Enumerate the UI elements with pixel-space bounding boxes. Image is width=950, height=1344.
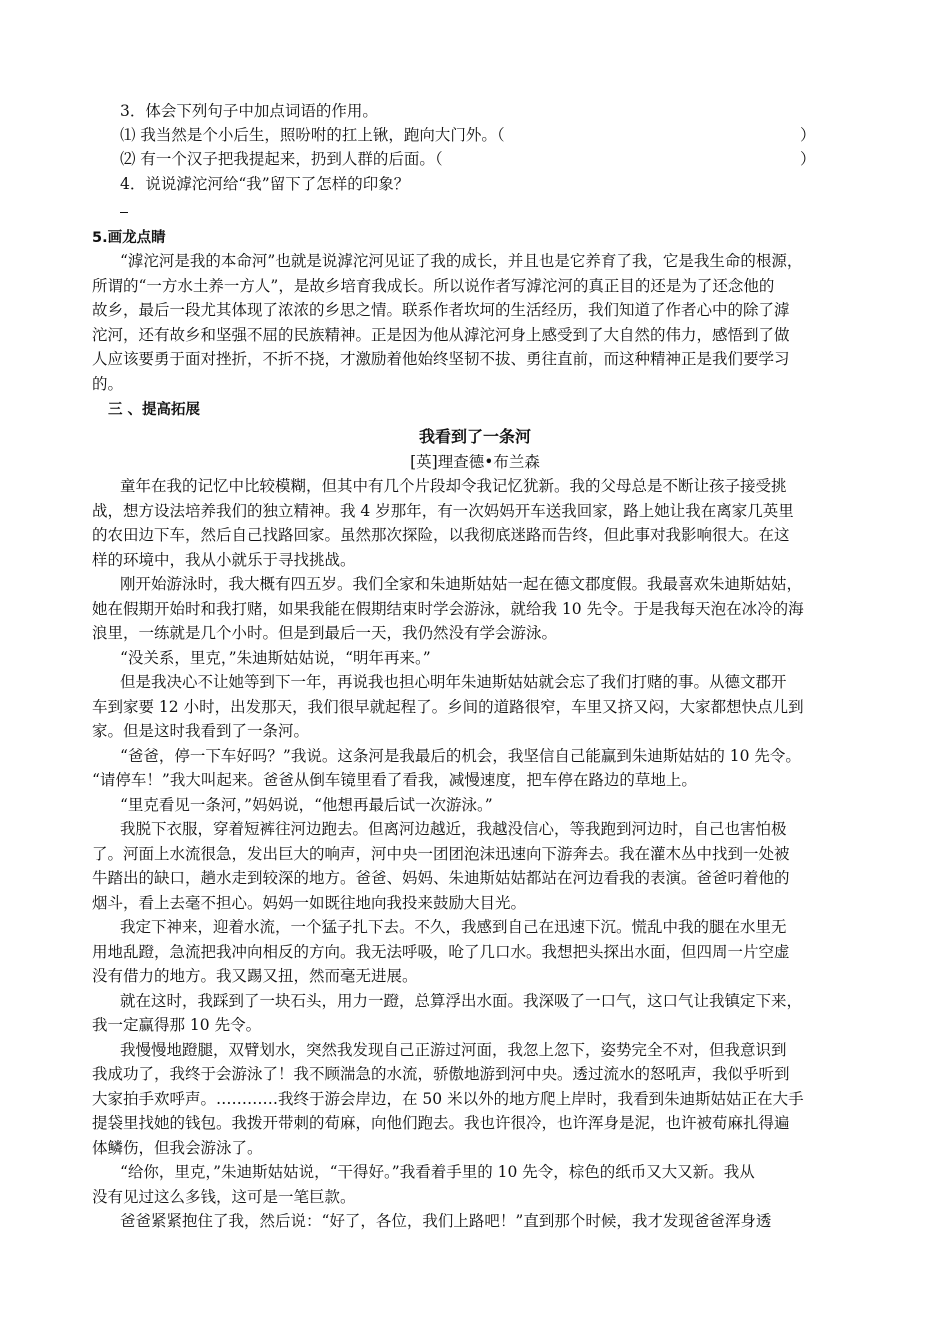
article-line: 我定下神来，迎着水流，一个猛子扎下去。不久，我感到自己在迅速下沉。慌乱中我的腿在水里无 [120,918,787,936]
question-4: 4．说说滹沱河给“我”留下了怎样的印象？ [120,175,410,193]
section-5-line: 故乡，最后一段尤其体现了浓浓的乡思之情。联系作者坎坷的生活经历，我们知道了作者心中的除了滹 [92,301,790,319]
article-line: 体鳞伤，但我会游泳了。 [92,1139,263,1157]
article-line: 牛踏出的缺口，趟水走到较深的地方。爸爸、妈妈、朱迪斯姑姑都站在河边看我的表演。爸爸叼着他的 [92,869,790,887]
article-line: “里克看见一条河，”妈妈说，“他想再最后试一次游泳。” [120,796,493,814]
section-5-heading: 5.画龙点睛 [92,230,166,246]
article-line: 但是我决心不让她等到下一年，再说我也担心明年朱迪斯姑姑就会忘了我们打赌的事。从德文郡开 [120,673,787,691]
question-3: 3．体会下列句子中加点词语的作用。 [120,102,378,120]
article-line: 的农田边下车，然后自己找路回家。虽然那次探险，以我彻底迷路而告终，但此事对我影响很大。在这 [92,526,790,544]
article-line: 样的环境中，我从小就乐于寻找挑战。 [92,551,356,569]
section-5-line: 沱河，还有故乡和坚强不屈的民族精神。正是因为他从滹沱河身上感受到了大自然的伟力，感悟到了做 [92,326,790,344]
article-line: 童年在我的记忆中比较模糊，但其中有几个片段却令我记忆犹新。我的父母总是不断让孩子接受挑 [120,477,787,495]
article-line: 浪里，一练就是几个小时。但是到最后一天，我仍然没有学会游泳。 [92,624,558,642]
article-line: 用地乱蹬，急流把我冲向相反的方向。我无法呼吸，呛了几口水。我想把头探出水面，但四周一片空虚 [92,943,790,961]
section-5-line: 的。 [92,375,124,393]
section-5-line: “滹沱河是我的本命河”也就是说滹沱河见证了我的成长，并且也是它养育了我，它是我生命的根源， [120,252,803,270]
article-line: 大家拍手欢呼声。…………我终于游会岸边，在 50 米以外的地方爬上岸时，我看到朱迪斯姑姑正在大手 [92,1090,804,1108]
article-line: 我脱下衣服，穿着短裤往河边跑去。但离河边越近，我越没信心，等我跑到河边时，自己也害怕极 [120,820,787,838]
article-line: “给你，里克，”朱迪斯姑姑说，“干得好。”我看着手里的 10 先令，棕色的纸币又大又新。我从 [120,1163,755,1181]
section-5-line: 人应该要勇于面对挫折，不折不挠，才激励着他始终坚韧不拔、勇往直前，而这种精神正是我们要学习 [92,350,790,368]
article-line: 就在这时，我踩到了一块石头，用力一蹬，总算浮出水面。我深吸了一口气，这口气让我镇定下来， [120,992,803,1010]
article-line: 没有借力的地方。我又踢又扭，然而毫无进展。 [92,967,418,985]
article-line: 烟斗，看上去毫不担心。妈妈一如既往地向我投来鼓励大目光。 [92,894,527,912]
article-line: “没关系，里克，”朱迪斯姑姑说，“明年再来。” [120,649,431,667]
article-line: 了。河面上水流很急，发出巨大的响声，河中央一团团泡沫迅速向下游奔去。我在灌木丛中找到一处被 [92,845,790,863]
article-line: 我一定赢得那 10 先令。 [92,1016,262,1034]
article-line: 战，想方设法培养我们的独立精神。我 4 岁那年，有一次妈妈开车送我回家，路上她让我在离家几英里 [92,502,794,520]
question-3-item-1-paren: ） [800,126,816,144]
article-line: 车到家要 12 小时，出发那天，我们很早就起程了。乡间的道路很窄，车里又挤又闷，大家都想快点儿到 [92,698,804,716]
article-line: 爸爸紧紧抱住了我，然后说：“好了，各位，我们上路吧！”直到那个时候，我才发现爸爸浑身透 [120,1212,772,1230]
article-line: 提袋里找她的钱包。我拨开带刺的荀麻，向他们跑去。我也许很冷，也许浑身是泥，也许被荀麻扎得遍 [92,1114,790,1132]
section-3-heading: 三 、提高拓展 [108,402,201,418]
article-title: 我看到了一条河 [418,427,531,446]
section-5-line: 所谓的“一方水土养一方人”，是故乡培育我成长。所以说作者写滹沱河的真正目的还是为了还念他的 [92,277,775,295]
question-3-item-2: ⑵ 有一个汉子把我提起来，扔到人群的后面。（ [120,150,443,168]
article-line: “爸爸，停一下车好吗？”我说。这条河是我最后的机会，我坚信自己能赢到朱迪斯姑姑的 10 先令。 [120,747,801,765]
article-line: 刚开始游泳时，我大概有四五岁。我们全家和朱迪斯姑姑一起在德文郡度假。我最喜欢朱迪斯姑姑， [120,575,803,593]
question-3-item-2-paren: ） [800,150,816,168]
article-line: 她在假期开始时和我打赌，如果我能在假期结束时学会游泳，就给我 10 先令。于是我每天泡在冰冷的海 [92,600,804,618]
answer-blank [120,212,128,213]
article-line: “请停车！”我大叫起来。爸爸从倒车镜里看了看我，减慢速度，把车停在路边的草地上。 [92,771,697,789]
article-line: 我成功了，我终于会游泳了！我不顾湍急的水流，骄傲地游到河中央。透过流水的怒吼声，我似乎听到 [92,1065,790,1083]
article-line: 我慢慢地蹬腿，双臂划水，突然我发现自己正游过河面，我忽上忽下，姿势完全不对，但我意识到 [120,1041,787,1059]
question-3-item-1: ⑴ 我当然是个小后生，照吩咐的扛上锹，跑向大门外。（ [120,126,505,144]
article-author: [英]理查德•布兰森 [410,453,540,471]
article-line: 没有见过这么多钱，这可是一笔巨款。 [92,1188,356,1206]
article-line: 家。但是这时我看到了一条河。 [92,722,310,740]
